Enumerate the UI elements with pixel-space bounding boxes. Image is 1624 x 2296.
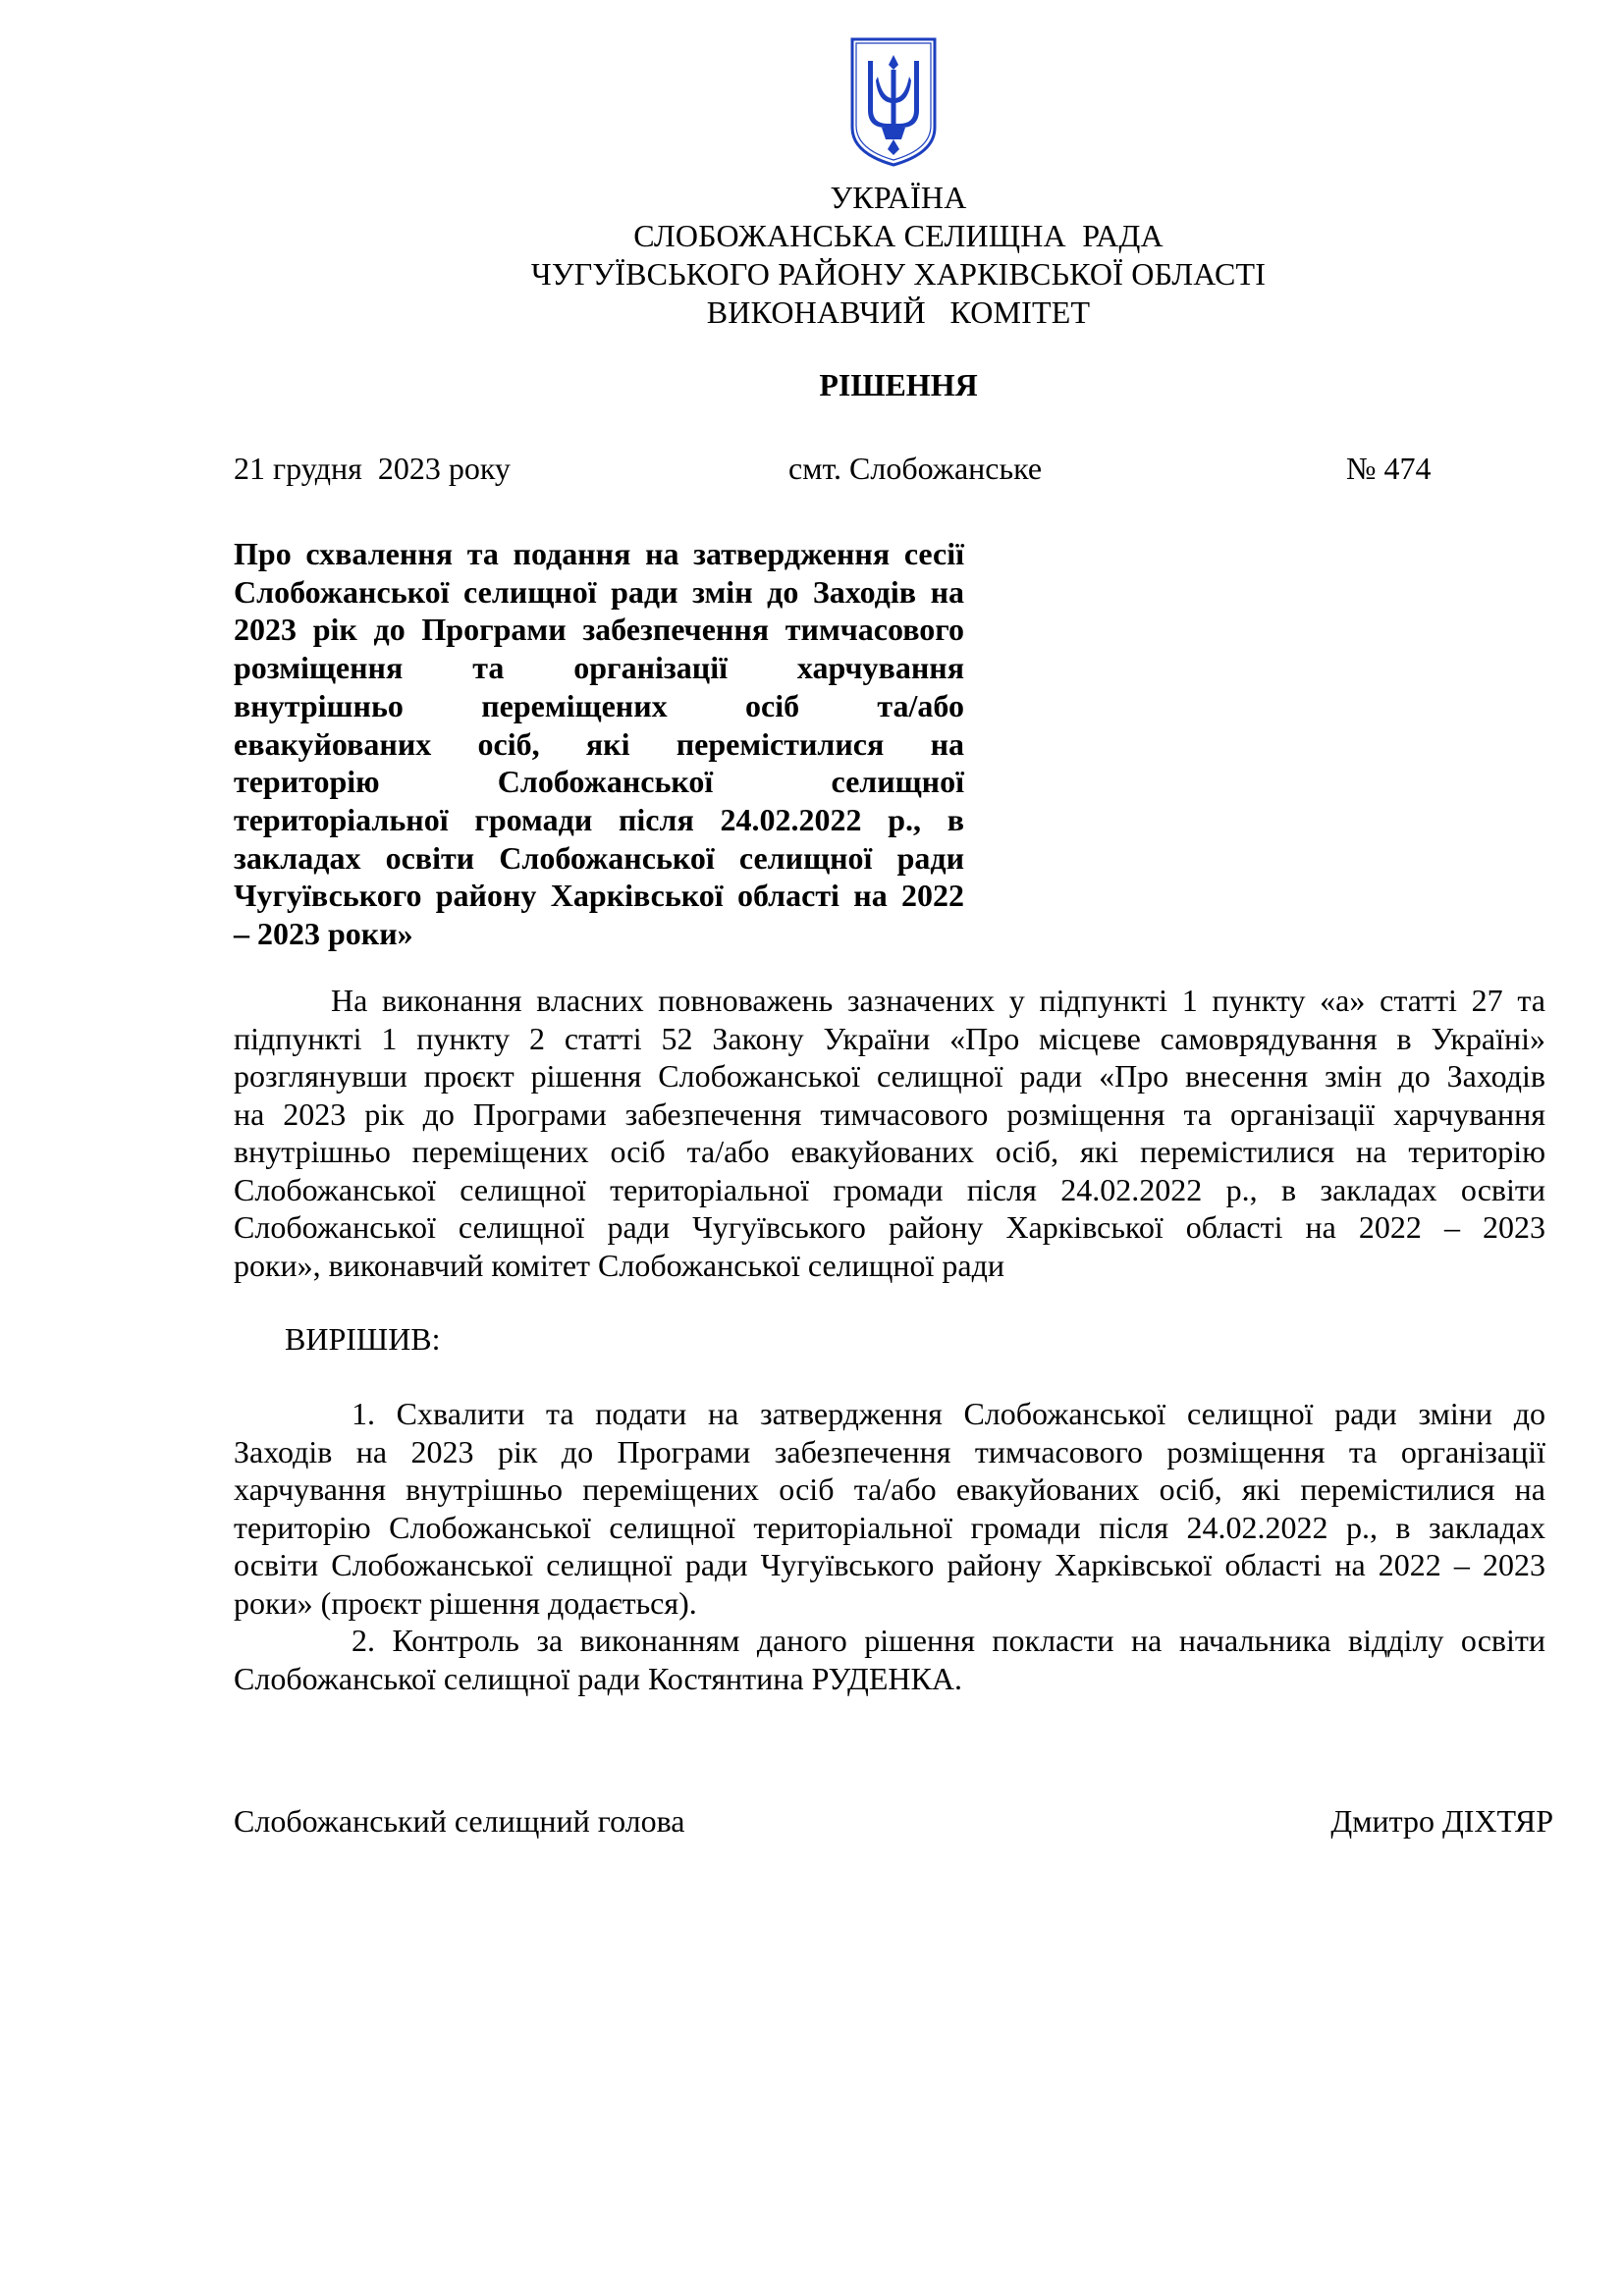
ukraine-trident-coat-of-arms-icon bbox=[848, 37, 939, 167]
preamble-line: Слобожанської селищної територіальної громади після 24.02.2022 р., в закладах освіти bbox=[234, 1171, 1545, 1207]
item-line: харчування внутрішньо переміщених осіб та/або евакуйованих осіб, які перемістилися на bbox=[234, 1471, 1545, 1507]
item-line: роки» (проєкт рішення додається). bbox=[234, 1584, 697, 1621]
header-district: ЧУГУЇВСЬКОГО РАЙОНУ ХАРКІВСЬКОЇ ОБЛАСТІ bbox=[530, 256, 1267, 292]
item-line: Слобожанської селищної ради Костянтина РУДЕНКА. bbox=[234, 1660, 962, 1696]
item-line: 1. Схвалити та подати на затвердження Слобожанської селищної ради зміни до bbox=[352, 1396, 1545, 1431]
document-place: смт. Слобожанське bbox=[788, 451, 1043, 486]
signature-name: Дмитро ДІХТЯР bbox=[1330, 1803, 1553, 1839]
header-council: СЛОБОЖАНСЬКА СЕЛИЩНА РАДА bbox=[633, 218, 1164, 253]
header-committee: ВИКОНАВЧИЙ КОМІТЕТ bbox=[706, 294, 1091, 330]
preamble-paragraph bbox=[234, 982, 1545, 1284]
item-line: освіти Слобожанської селищної ради Чугуївського району Харківської області на 2022 – 2023 bbox=[234, 1547, 1545, 1582]
subject-line: – 2023 роки» bbox=[234, 916, 413, 952]
preamble-line: Слобожанської селищної ради Чугуївського району Харківської області на 2022 – 2023 bbox=[234, 1209, 1545, 1245]
resolution-item-2 bbox=[234, 1622, 1545, 1697]
item-line: територію Слобожанської селищної територіальної громади після 24.02.2022 р., в закладах bbox=[234, 1509, 1545, 1545]
preamble-line: розглянувши проєкт рішення Слобожанської селищної ради «Про внесення змін до Заходів bbox=[234, 1058, 1545, 1094]
subject-line: розміщення та організації харчування bbox=[234, 650, 964, 686]
resolved-label: ВИРІШИВ: bbox=[285, 1321, 441, 1357]
item-line: Заходів на 2023 рік до Програми забезпечення тимчасового розміщення та організації bbox=[234, 1433, 1545, 1469]
subject-line: закладах освіти Слобожанської селищної ради bbox=[234, 839, 964, 876]
signature-position: Слобожанський селищний голова bbox=[234, 1803, 685, 1839]
subject-line: територіальної громади після 24.02.2022 р., в bbox=[234, 801, 964, 837]
subject-line: територію Слобожанської селищної bbox=[234, 764, 964, 800]
resolution-item-1 bbox=[234, 1395, 1545, 1622]
subject-line: Чугуївського району Харківської області на 2022 bbox=[234, 878, 964, 914]
preamble-line: На виконання власних повноважень зазначених у підпункті 1 пункту «а» статті 27 та bbox=[331, 983, 1545, 1018]
item-line: 2. Контроль за виконанням даного рішення покласти на начальника відділу освіти bbox=[352, 1623, 1545, 1658]
subject-line: внутрішньо переміщених осіб та/або bbox=[234, 687, 964, 723]
subject-line: Слобожанської селищної ради змін до Заходів на bbox=[234, 573, 964, 610]
subject-line: 2023 рік до Програми забезпечення тимчасового bbox=[234, 612, 964, 648]
preamble-line: підпункті 1 пункту 2 статті 52 Закону України «Про місцеве самоврядування в Україні» bbox=[234, 1020, 1545, 1056]
document-number: № 474 bbox=[1346, 451, 1432, 486]
preamble-line: внутрішньо переміщених осіб та/або евакуйованих осіб, які перемістилися на територію bbox=[234, 1134, 1545, 1169]
header-country: УКРАЇНА bbox=[830, 180, 967, 215]
subject-line: евакуйованих осіб, які перемістилися на bbox=[234, 725, 964, 762]
document-type-title: РІШЕННЯ bbox=[819, 367, 978, 402]
preamble-line: на 2023 рік до Програми забезпечення тимчасового розміщення та організації харчування bbox=[234, 1095, 1545, 1132]
preamble-line: роки», виконавчий комітет Слобожанської селищної ради bbox=[234, 1247, 1005, 1283]
decision-subject bbox=[234, 535, 964, 953]
document-date: 21 грудня 2023 року bbox=[234, 451, 511, 486]
subject-line: Про схвалення та подання на затвердження сесії bbox=[234, 536, 964, 571]
